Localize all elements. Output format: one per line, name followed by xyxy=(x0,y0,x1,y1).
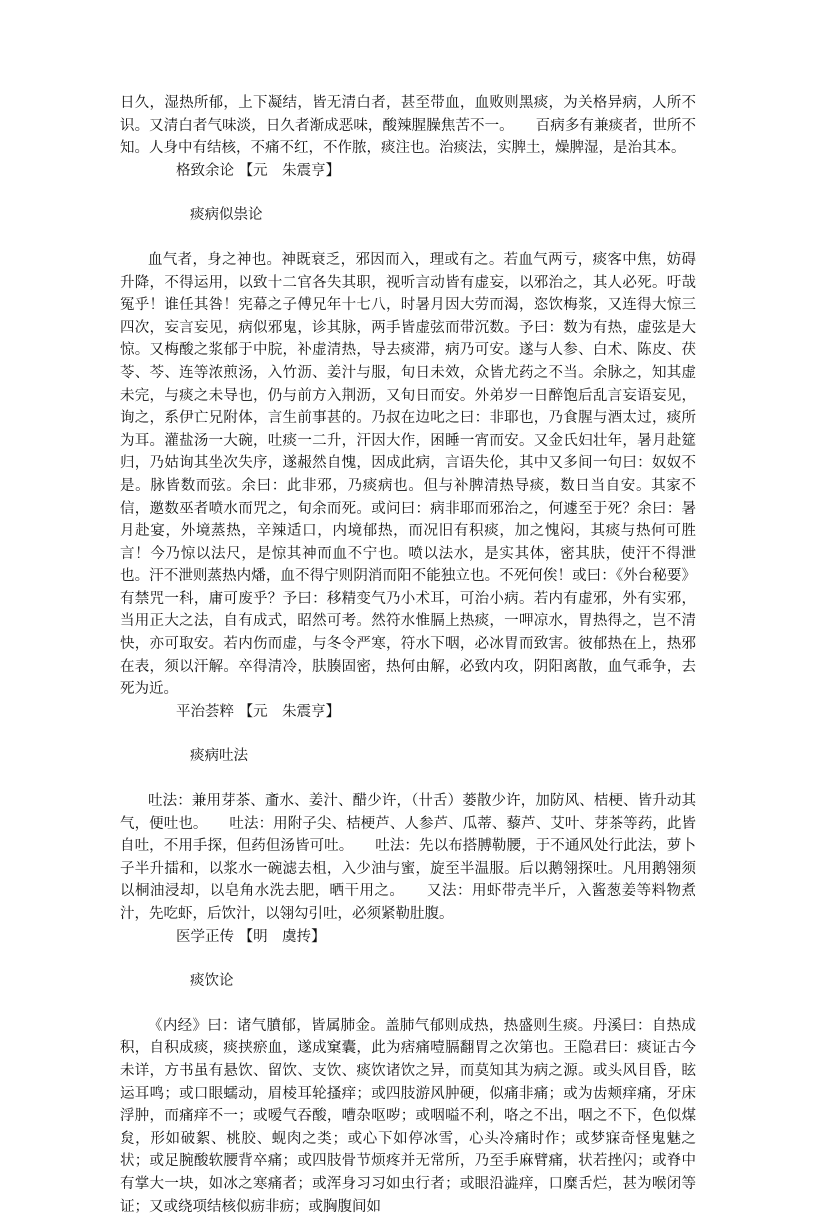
document-page xyxy=(120,92,696,1218)
section-paragraph-tanbing-sisui: 血气者，身之神也。神既衰乏，邪因而入，理或有之。若血气两亏，痰客中焦，妨碍升降，不得运用，以致十二官各失其职，视听言动皆有虚妄，以邪治之，其人必死。吁哉冤乎！谁任其咎！宪幕之子傅兄年十七八，时暑月因大劳而渴，恣饮梅浆，又连得大惊三四次，妄言妄见，病似邪鬼，诊其脉，两手皆虚弦而带沉数。予曰：数为有热，虚弦是大惊。又梅酸之浆郁于中脘，补虚清热，导去痰滞，病乃可安。遂与人参、白术、陈皮、茯苓、芩、连等浓煎汤，入竹沥、姜汁与服，旬日未效，众皆尤药之不当。余脉之，知其虚未完，与痰之未导也，仍与前方入荆沥，又旬日而安。外弟岁一日醉饱后乱言妄语妄见，询之，系伊亡兄附体，言生前事甚的。乃叔在边叱之曰：非耶也，乃食腥与酒太过，痰所为耳。灌盐汤一大碗，吐痰一二升，汗因大作，困睡一宵而安。又金氏妇壮年，暑月赴筵归，乃姑询其坐次失序，遂赧然自愧，因成此病，言语失伦，其中又多间一句曰：奴奴不是。脉皆数而弦。余曰：此非邪，乃痰病也。但与补脾清热导痰，数日当自安。其家不信，邀数巫者喷水而咒之，旬余而死。或问曰：病非耶而邪治之，何遽至于死？余曰：暑月赴宴，外境蒸热，辛辣适口，内境郁热，而况旧有积痰，加之愧闷，其痰与热何可胜言！今乃惊以法尺，是惊其神而血不宁也。喷以法水，是实其体，密其肤，使汗不得泄也。汗不泄则蒸热内燔，血不得宁则阴消而阳不能独立也。不死何俟！或曰：《外台秘要》有禁咒一科，庸可废乎？予曰：移精变气乃小术耳，可治小病。若内有虚邪，外有实邪，当用正大之法，自有成式，昭然可考。然符水惟膈上热痰，一呷凉水，胃热得之，岂不清快，亦可取安。若内伤而虚，与冬令严寒，符水下咽，必冰胃而致害。彼郁热在上，热邪在表，须以汗解。卒得清冷，肤腠固密，热何由解，必致内攻，阴阳离散，血气乖争，去死为近。 xyxy=(120,251,696,698)
section-source-tanbing-sisui: 平治荟粹 【元 朱震亨】 xyxy=(176,703,341,720)
section-title-tanyin-lun: 痰饮论 xyxy=(190,973,234,990)
section-title-tanbing-tufa: 痰病吐法 xyxy=(190,748,248,765)
intro-paragraph: 日久，湿热所郁，上下凝结，皆无清白者，甚至带血，血败则黑痰，为关格异病，人所不识。又清白者气味淡，日久者渐成恶味，酸辣腥臊焦苦不一。 百病多有兼痰者，世所不知。人身中有结核，不痛不红，不作脓，痰注也。治痰法，实脾土，燥脾湿，是治其本。 xyxy=(120,95,696,157)
section-paragraph-tanyin-lun: 《内经》曰：诸气膹郁，皆属肺金。盖肺气郁则成热，热盛则生痰。丹溪曰：自热成积，自积成痰，痰挟瘀血，遂成窠囊，此为痞痛噎膈翻胃之次第也。王隐君曰：痰证古今未详，方书虽有悬饮、留饮、支饮、痰饮诸饮之异，而莫知其为病之源。或头风目昏，眩运耳鸣；或口眼蠕动，眉棱耳轮搔痒；或四肢游风肿硬，似痛非痛；或为齿颊痒痛，牙床浮肿，而痛痒不一；或嗳气吞酸，嘈杂呕哕；或咽嗌不利，咯之不出，咽之不下，色似煤炱，形如破絮、桃胶、蚬肉之类；或心下如停冰雪，心头冷痛时作；或梦寐奇怪鬼魅之状；或足腕酸软腰背卒痛；或四肢骨节烦疼并无常所，乃至手麻臂痛，状若挫闪；或脊中有掌大一块，如冰之寒痛者；或浑身习习如虫行者；或眼沿澁痒，口糜舌烂，甚为喉闭等证；又或绕项结核似疬非疬；或胸腹间如 xyxy=(120,1017,696,1215)
section-source-tanbing-tufa: 医学正传 【明 虞抟】 xyxy=(176,928,326,945)
section-title-tanbing-sisui: 痰病似祟论 xyxy=(190,207,263,224)
section-paragraph-tanbing-tufa: 吐法：兼用芽茶、齑水、姜汁、醋少许，（卄舌）蒌散少许，加防风、桔梗、皆升动其气，便吐也。 吐法：用附子尖、桔梗芦、人参芦、瓜蒂、藜芦、艾叶、芽茶等药，此皆自吐，不用手探，但药但汤皆可吐。 吐法：先以布搭膊勒腰，于不通风处行此法，萝卜子半升擂和，以浆水一碗滤去柤，入少油与蜜，旋至半温服。后以鹅翎探吐。凡用鹅翎须以桐油浸却，以皂角水洗去肥，晒干用之。 又法：用虾带壳半斤，入酱葱姜等料物煮汁，先吃虾，后饮汁，以翎勾引吐，必须紧勒肚腹。 xyxy=(120,793,696,922)
intro-source: 格致余论 【元 朱震亨】 xyxy=(176,162,341,179)
